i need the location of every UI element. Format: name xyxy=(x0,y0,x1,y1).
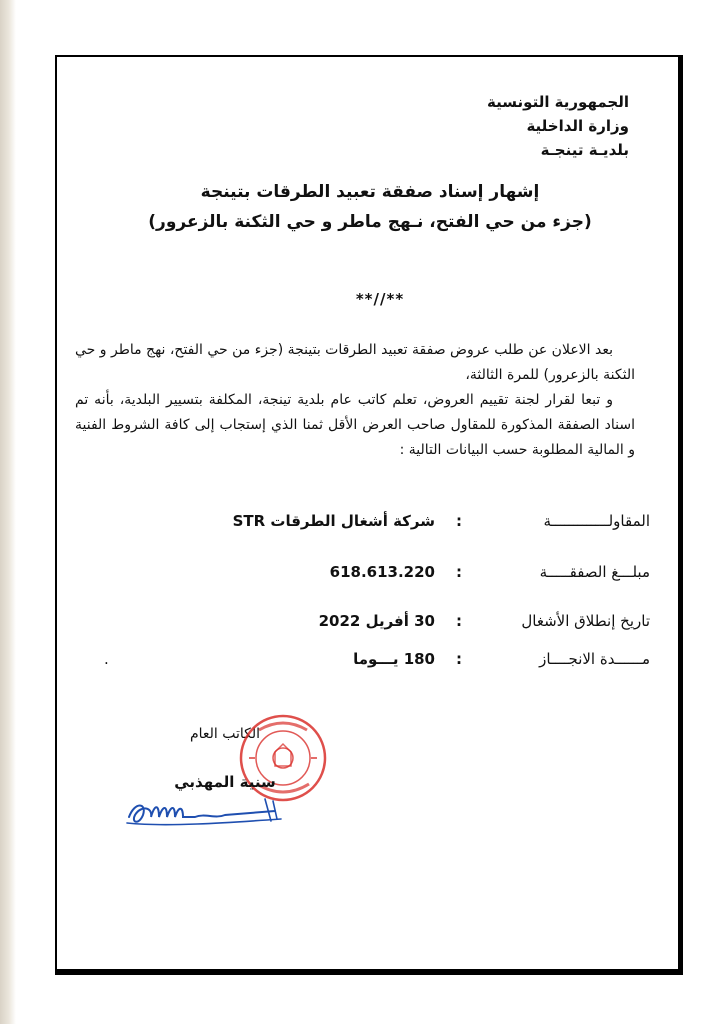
body-paragraph-1: بعد الاعلان عن طلب عروض صفقة تعبيد الطرقات بتينجة (جزء من حي الفتح، نهج ماطر و حي الثكنة بالزعرور) للمرة الثالثة، xyxy=(74,342,635,383)
field-label: مبلـــغ الصفقـــــة xyxy=(539,563,650,581)
field-row-start-date xyxy=(100,612,660,636)
field-value: 30 أفريل 2022 xyxy=(318,612,435,630)
header-ministry: وزارة الداخلية xyxy=(526,117,629,135)
field-label: تاريخ إنطلاق الأشغال xyxy=(521,612,650,630)
field-row-contractor xyxy=(100,512,660,536)
scan-edge xyxy=(0,0,16,1024)
field-colon: : xyxy=(456,563,462,581)
signatory-name: سنية المهذبي xyxy=(174,773,276,791)
separator-mark: **//** xyxy=(355,290,405,308)
body-paragraph-2: و تبعا لقرار لجنة تقييم العروض، تعلم كاتب عام بلدية تينجة، المكلفة بتسيير البلدية، بأنه تم اسناد الصفقة المذكورة للمقاول صاحب العرض الأقل ثمنا الذي إستجاب إلى كافة الشروط الفنية و المالية المطلوبة حسب البيانات التالية : xyxy=(75,392,635,458)
header-municipality: بلديـة تينجـة xyxy=(540,141,629,159)
document-subtitle: (جزء من حي الفتح، نـهج ماطر و حي الثكنة بالزعرور) xyxy=(148,212,592,232)
field-row-amount xyxy=(100,563,660,587)
trailing-mark: . xyxy=(104,650,109,668)
field-colon: : xyxy=(456,612,462,630)
handwritten-signature xyxy=(125,793,285,833)
field-value: شركة أشغال الطرقات STR xyxy=(232,512,435,530)
field-label: المقاولـــــــــــــة xyxy=(543,512,650,530)
field-value: 180 يـــوما xyxy=(353,650,435,668)
field-label: مــــــدة الانجــــاز xyxy=(539,650,650,668)
field-row-duration xyxy=(100,650,660,674)
field-colon: : xyxy=(456,650,462,668)
document-title: إشهار إسناد صفقة تعبيد الطرقات بتينجة xyxy=(200,182,540,202)
field-value: 618.613.220 xyxy=(329,563,435,581)
field-colon: : xyxy=(456,512,462,530)
header-republic: الجمهورية التونسية xyxy=(487,93,629,111)
signatory-title: الكاتب العام xyxy=(189,726,261,742)
